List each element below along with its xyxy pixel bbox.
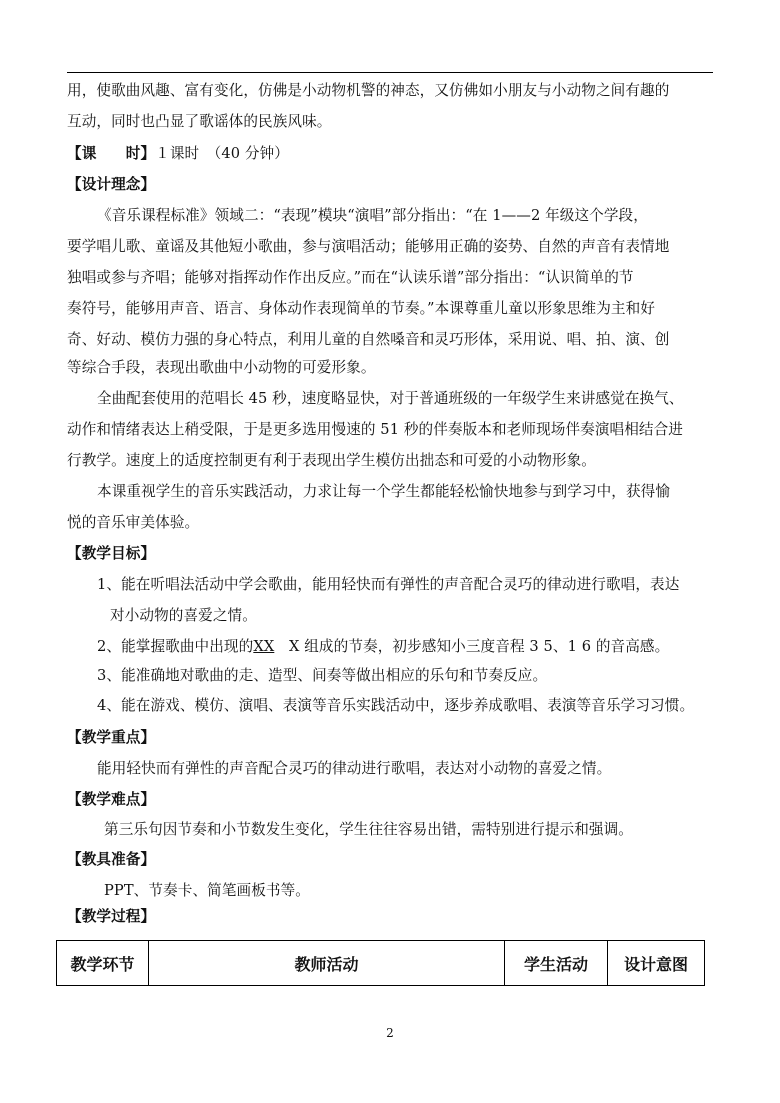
key-points-text: 能用轻快而有弹性的声音配合灵巧的律动进行歌唱，表达对小动物的喜爱之情。 (97, 760, 612, 777)
objective-3: 3、能准确地对歌曲的走、造型、间奏等做出相应的乐句和节奏反应。 (97, 667, 548, 684)
process-table (56, 940, 705, 986)
materials-text: PPT、节奏卡、简笔画板书等。 (104, 882, 310, 899)
design-concept-p2: 全曲配套使用的范唱长 45 秒，速度略显快，对于普通班级的一年级学生来讲感觉在换气、 (97, 390, 684, 407)
body-line: 用，使歌曲风趣、富有变化，仿佛是小动物机警的神态，又仿佛如小朋友与小动物之间有趣的 (67, 82, 670, 99)
column-header: 学生活动 (505, 941, 608, 986)
materials-heading: 【教具准备】 (67, 851, 156, 868)
objective-2-pre: 2、能掌握歌曲中出现的 (97, 638, 254, 655)
objective-4: 4、能在游戏、模仿、演唱、表演等音乐实践活动中，逐步养成歌唱、表演等音乐学习习惯。 (97, 697, 695, 714)
objective-2 (97, 635, 669, 656)
design-concept-p1: 奇、好动、模仿力强的身心特点，利用儿童的自然嗓音和灵巧形体，采用说、唱、拍、演、创 (67, 331, 670, 348)
key-points-heading: 【教学重点】 (67, 729, 156, 746)
column-header: 教学环节 (57, 941, 149, 986)
lesson-time (67, 142, 289, 163)
design-concept-p1: 独唱或参与齐唱；能够对指挥动作作出反应。”而在“认读乐谱”部分指出：“认识简单的节 (67, 269, 634, 286)
process-heading: 【教学过程】 (67, 908, 156, 925)
objectives-heading: 【教学目标】 (67, 545, 156, 562)
table-header-row (57, 941, 705, 986)
design-concept-p2: 动作和情绪表达上稍受限，于是更多选用慢速的 51 秒的伴奏版本和老师现场伴奏演唱相结合进 (67, 421, 684, 438)
body-line: 互动，同时也凸显了歌谣体的民族风味。 (67, 113, 332, 130)
design-concept-p1: 《音乐课程标准》领域二：“表现”模块“演唱”部分指出：“在 1——2 年级这个学段， (97, 207, 648, 224)
objective-1-cont: 对小动物的喜爱之情。 (110, 607, 257, 624)
design-concept-heading: 【设计理念】 (67, 176, 156, 193)
column-header: 教师活动 (149, 941, 505, 986)
design-concept-p3: 本课重视学生的音乐实践活动，力求让每一个学生都能轻松愉快地参与到学习中，获得愉 (97, 483, 671, 500)
design-concept-p2: 行教学。速度上的适度控制更有利于表现出学生模仿出拙态和可爱的小动物形象。 (67, 452, 596, 469)
lesson-time-label: 【课 时】 (67, 145, 156, 162)
objective-1: 1、能在听唱法活动中学会歌曲，能用轻快而有弹性的声音配合灵巧的律动进行歌唱，表达 (97, 576, 680, 593)
design-concept-p1: 奏符号，能够用声音、语言、身体动作表现简单的节奏。”本课尊重儿童以形象思维为主和好 (67, 300, 656, 317)
design-concept-p1: 等综合手段，表现出歌曲中小动物的可爱形象。 (67, 359, 376, 376)
design-concept-p3: 悦的音乐审美体验。 (67, 514, 200, 531)
rhythm-xx: XX (253, 638, 275, 655)
column-header: 设计意图 (608, 941, 705, 986)
design-concept-p1: 要学唱儿歌、童谣及其他短小歌曲，参与演唱活动；能够用正确的姿势、自然的声音有表情地 (67, 238, 670, 255)
difficulties-heading: 【教学难点】 (67, 791, 156, 808)
difficulties-text: 第三乐句因节奏和小节数发生变化，学生往往容易出错，需特别进行提示和强调。 (104, 821, 633, 838)
page-number: 2 (386, 1026, 394, 1040)
header-rule (67, 72, 713, 73)
lesson-time-value: １课时 （40 分钟） (155, 145, 289, 162)
objective-2-post: X 组成的节奏，初步感知小三度音程 3 5、1 6 的音高感。 (274, 638, 670, 655)
